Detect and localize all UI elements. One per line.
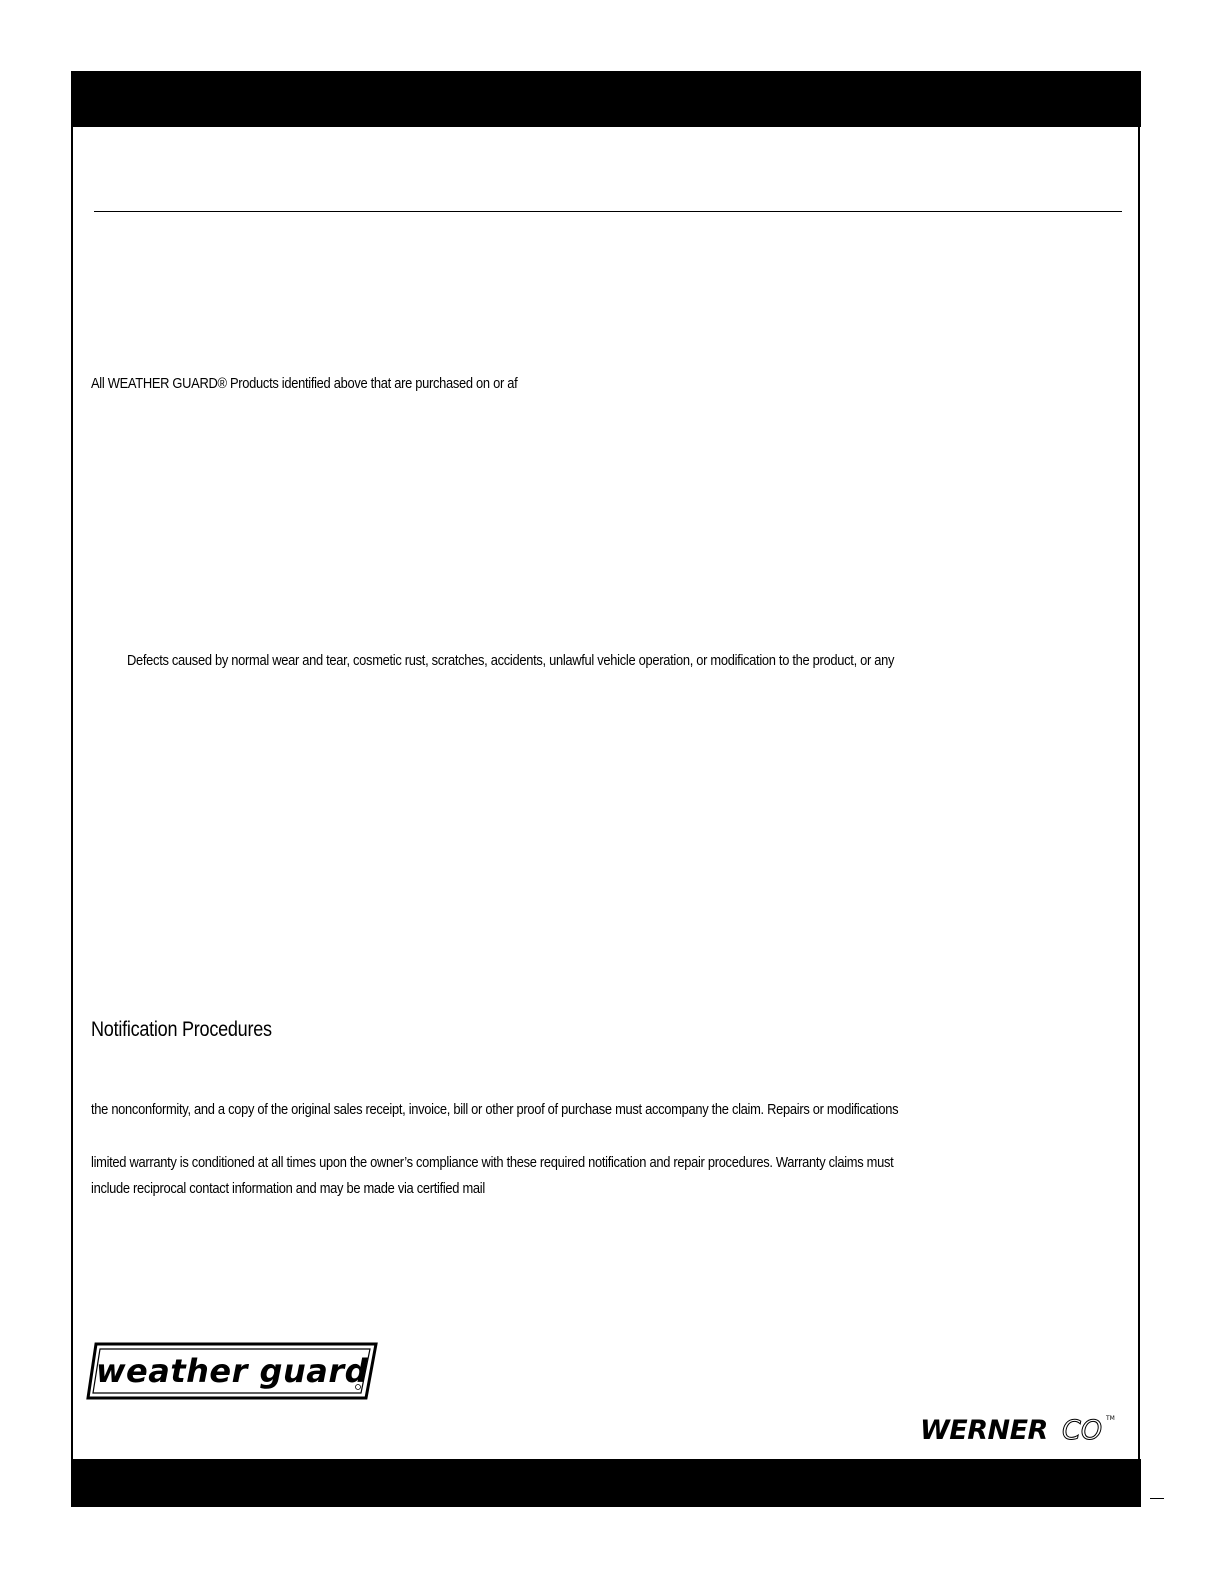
wernerco-logo-main: WERNER	[920, 1415, 1048, 1445]
notification-text-1: the nonconformity, and a copy of the original sales receipt, invoice, bill or other proof of purchase must accompany the claim. Repairs or modifications	[91, 1101, 899, 1118]
exclusions-text: Defects caused by normal wear and tear, cosmetic rust, scratches, accidents, unlawful vehicle operation, or modification to the product, or any	[127, 652, 895, 669]
notification-heading: Notification Procedures	[91, 1018, 272, 1041]
eligibility-text: All WEATHER GUARD® Products identified above that are purchased on or af	[91, 375, 518, 392]
wernerco-logo-tm: TM	[1106, 1415, 1115, 1422]
page-mark	[1150, 1498, 1164, 1499]
wernerco-logo	[918, 1409, 1118, 1445]
footer-bar	[71, 1459, 1141, 1507]
notification-text-3: include reciprocal contact information and may be made via certified mail	[91, 1180, 485, 1197]
weather-guard-logo-text: weather guard	[95, 1352, 369, 1390]
wernerco-logo-co: CO	[1062, 1415, 1103, 1445]
header-bar	[71, 71, 1141, 127]
notification-text-2: limited warranty is conditioned at all times upon the owner’s compliance with these required notification and repair procedures. Warranty claims must	[91, 1154, 894, 1171]
page-frame	[71, 71, 1140, 1507]
title-divider	[94, 211, 1122, 212]
weather-guard-logo	[86, 1341, 378, 1401]
